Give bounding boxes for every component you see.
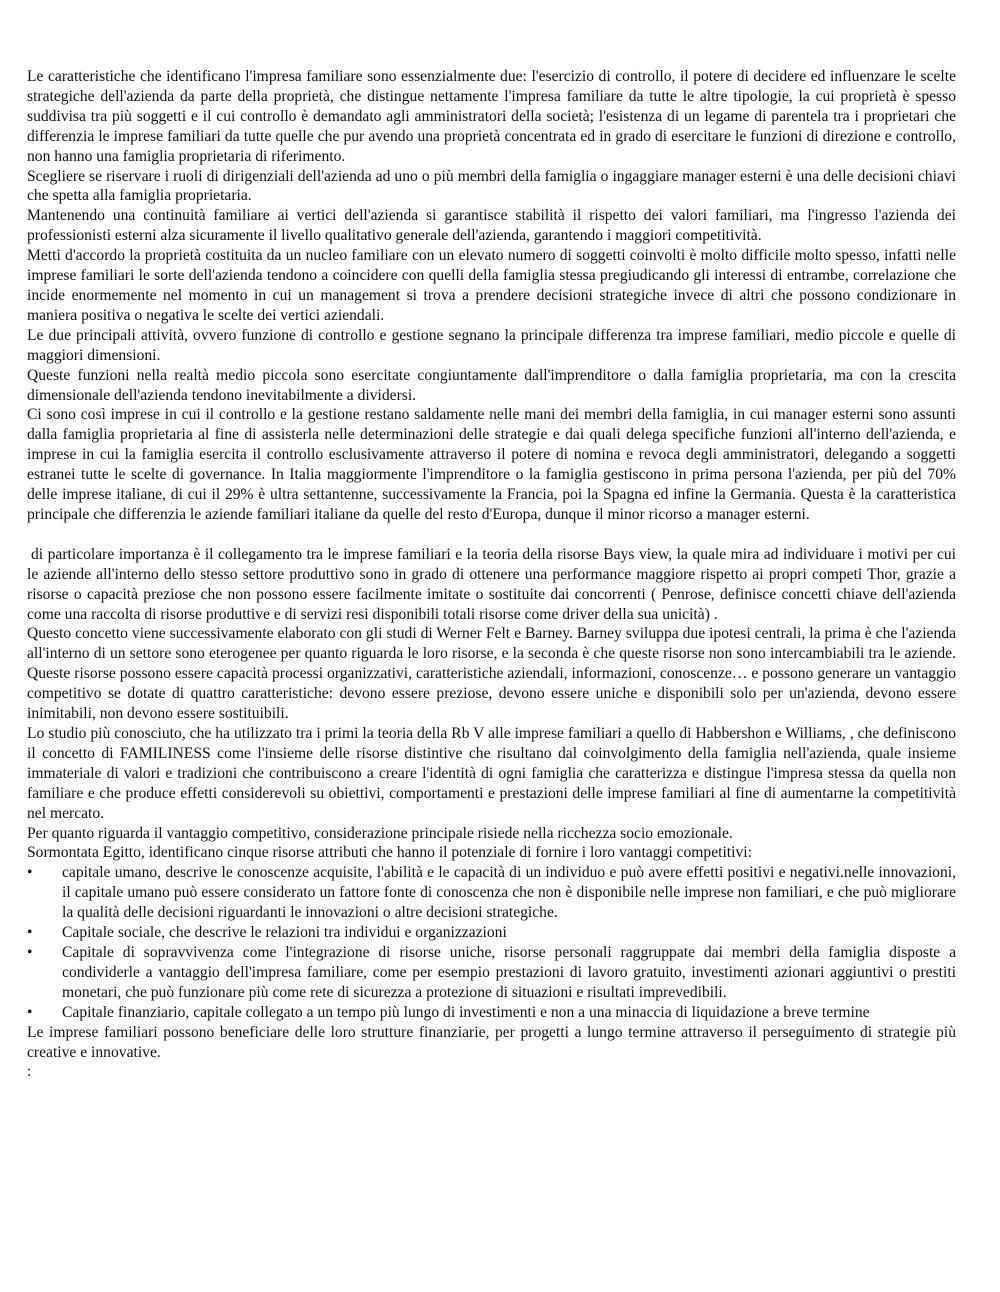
bullet-icon: • bbox=[27, 1003, 33, 1021]
resources-list bbox=[27, 863, 956, 1022]
bullet-icon: • bbox=[27, 864, 33, 882]
section-family-business bbox=[27, 67, 956, 525]
bullet-icon: • bbox=[27, 943, 33, 961]
list-item-text: Capitale finanziario, capitale collegato a un tempo più lungo di investimenti e non a una minaccia di liquidazione a breve termine bbox=[62, 1003, 870, 1021]
paragraph: Questo concetto viene successivamente elaborato con gli studi di Werner Felt e Barney. Barney sviluppa due ipotesi centrali, la prima è che l'azienda all'interno di un settore sono eterogenee per quanto riguarda le loro risorse, e la seconda è che queste risorse non sono intercambiabili tra le aziende. Queste risorse possono essere capacità processi organizzativi, caratteristiche aziendali, informazioni, conoscenze… e possono generare un vantaggio competitivo se dotate di quattro caratteristiche: devono essere preziose, devono essere uniche e disponibili solo per un'azienda, devono essere inimitabili, non devono essere sostituibili. bbox=[27, 625, 956, 723]
trailing-colon: : bbox=[27, 1063, 32, 1081]
paragraph: Sormontata Egitto, identificano cinque risorse attributi che hanno il potenziale di fornire i loro vantaggi competitivi: bbox=[27, 844, 752, 862]
list-item-text: capitale umano, descrive le conoscenze acquisite, l'abilità e le capacità di un individuo e può avere effetti positivi e negativi.nelle innovazioni, il capitale umano può essere considerato un fattore fonte di conoscenza che non è disponibile nelle imprese non familiari, e che può migliorare la qualità delle decisioni riguardanti le innovazioni o altre decisioni strategiche. bbox=[62, 864, 956, 922]
list-item bbox=[27, 1003, 956, 1023]
paragraph: Le caratteristiche che identificano l'impresa familiare sono essenzialmente due: l'esercizio di controllo, il potere di decidere ed influenzare le scelte strategiche dell'azienda da parte della proprietà, che distingue nettamente l'impresa familiare da tutte le altre tipologie, la cui proprietà è spesso suddivisa tra più soggetti e il cui controllo è demandato agli amministratori della società; l'esistenza di un legame di parentela tra i proprietari che differenzia le imprese familiari da tutte quelle che pur avendo una proprietà concentrata ed in grado di esercitare le funzioni di direzione e controllo, non hanno una famiglia proprietaria di riferimento. bbox=[27, 68, 956, 165]
list-item bbox=[27, 943, 956, 1003]
paragraph: Metti d'accordo la proprietà costituita da un nucleo familiare con un elevato numero di soggetti coinvolti è molto difficile molto spesso, infatti nelle imprese familiari le sorte dell'azienda tendono a coincidere con quelli della famiglia stessa pregiudicando gli interessi di entrambe, correlazione che incide enormemente nel momento in cui un management si trova a prendere decisioni strategiche invece di altri che possono condizionare in maniera positiva o negativa le scelte dei vertici aziendali. bbox=[27, 247, 956, 324]
paragraph: Lo studio più conosciuto, che ha utilizzato tra i primi la teoria della Rb V alle imprese familiari a quello di Habbershon e Williams, , che definiscono il concetto di FAMILINESS come l'insieme delle risorse distintive che risultano dal coinvolgimento della famiglia nell'azienda, quale insieme immateriale di valori e tradizioni che contribuiscono a creare l'identità di ogni famiglia che caratterizza e distingue l'impresa stessa da quella non familiare e che produce effetti considerevoli su obiettivi, comportamenti e prestazioni delle imprese familiari al fine di aumentarne la competitività nel mercato. bbox=[27, 725, 956, 822]
paragraph: Per quanto riguarda il vantaggio competitivo, considerazione principale risiede nella ricchezza socio emozionale. bbox=[27, 824, 733, 842]
blank-line bbox=[27, 525, 956, 545]
list-item bbox=[27, 863, 956, 923]
paragraph: Scegliere se riservare i ruoli di dirigenziali dell'azienda ad uno o più membri della famiglia o ingaggiare manager esterni è una delle decisioni chiavi che spetta alla famiglia proprietaria. bbox=[27, 167, 956, 205]
section-resource-based-view bbox=[27, 545, 956, 864]
paragraph: di particolare importanza è il collegamento tra le imprese familiari e la teoria della risorse Bays view, la quale mira ad individuare i motivi per cui le aziende all'interno dello stesso settore produttivo sono in grado di ottenere una performance maggiore rispetto ai propri competi Thor, grazie a risorse o capacità preziose che non possono essere facilmente imitate o sostituite dai concorrenti ( Penrose, definisce concetti chiave dell'azienda come una raccolta di risorse produttive e di servizi resi disponibili totali risorse come driver della sua unicità) . bbox=[27, 545, 956, 623]
paragraph: Le due principali attività, ovvero funzione di controllo e gestione segnano la principale differenza tra imprese familiari, medio piccole e quelle di maggiori dimensioni. bbox=[27, 326, 956, 364]
list-item bbox=[27, 923, 956, 943]
paragraph: Queste funzioni nella realtà medio piccola sono esercitate congiuntamente dall'imprenditore o dalla famiglia proprietaria, ma con la crescita dimensionale dell'azienda tendono inevitabilmente a dividersi. bbox=[27, 366, 956, 404]
paragraph: Mantenendo una continuità familiare ai vertici dell'azienda si garantisce stabilità il rispetto dei valori familiari, ma l'ingresso l'azienda dei professionisti esterni alza sicuramente il livello qualitativo generale dell'azienda, garantendo i maggiori competitività. bbox=[27, 207, 956, 245]
paragraph: Ci sono così imprese in cui il controllo e la gestione restano saldamente nelle mani dei membri della famiglia, in cui manager esterni sono assunti dalla famiglia proprietaria al fine di assisterla nelle determinazioni delle strategie e dai quali delega specifiche funzioni all'interno dell'azienda, e imprese in cui la famiglia esercita il controllo esclusivamente attraverso il potere di nomina e revoca degli amministratori, delegando a soggetti estranei tutte le scelte di governance. In Italia maggiormente l'imprenditore o la famiglia gestiscono in prima persona l'azienda, per più del 70% delle imprese italiane, di cui il 29% è ultra settantenne, successivamente la Francia, poi la Spagna ed infine la Germania. Questa è la caratteristica principale che differenzia le aziende familiari italiane da quelle del resto d'Europa, dunque il minor ricorso a manager esterni. bbox=[27, 406, 956, 523]
list-item-text: Capitale sociale, che descrive le relazioni tra individui e organizzazioni bbox=[62, 924, 507, 942]
bullet-icon: • bbox=[27, 924, 33, 942]
closing-paragraph: Le imprese familiari possono beneficiare delle loro strutture finanziarie, per progetti a lungo termine attraverso il perseguimento di strategie più creative e innovative. bbox=[27, 1023, 956, 1061]
list-item-text: Capitale di sopravvivenza come l'integrazione di risorse uniche, risorse personali raggruppate dai membri della famiglia disposte a condividerle a vantaggio dell'impresa familiare, come per esempio prestazioni di lavoro gratuito, investimenti azionari aggiuntivi o prestiti monetari, che può funzionare più come rete di sicurezza a protezione di situazioni e risultati imprevedibili. bbox=[62, 943, 956, 1001]
